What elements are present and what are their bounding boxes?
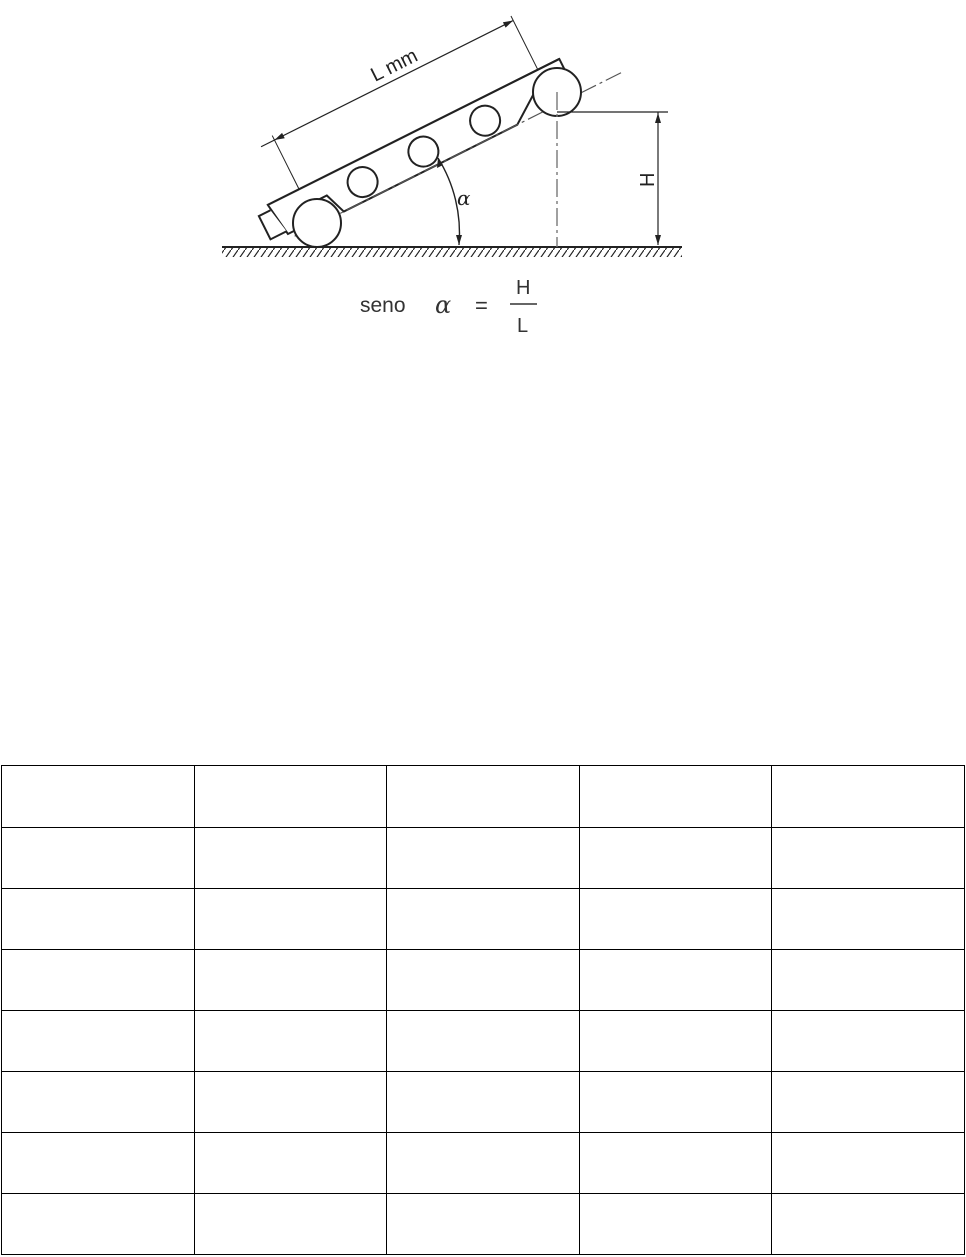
table-cell	[387, 1194, 580, 1255]
table-cell	[387, 889, 580, 950]
table-cell	[579, 950, 772, 1011]
table-cell	[387, 828, 580, 889]
table-cell	[194, 889, 387, 950]
table-row	[2, 1011, 965, 1072]
table-cell	[772, 950, 965, 1011]
table-cell	[194, 828, 387, 889]
formula-symbol: α	[435, 291, 452, 319]
sine-formula	[360, 277, 537, 337]
table-cell	[2, 1133, 195, 1194]
table-cell	[2, 889, 195, 950]
ground-surface	[222, 247, 682, 257]
table-cell	[772, 889, 965, 950]
table-cell	[194, 766, 387, 828]
table-cell	[772, 1194, 965, 1255]
formula-prefix: seno	[360, 294, 406, 317]
table-cell	[772, 766, 965, 828]
table-cell	[579, 1011, 772, 1072]
table-cell	[387, 950, 580, 1011]
table-cell	[579, 1133, 772, 1194]
table-cell	[2, 1072, 195, 1133]
table-cell	[772, 1011, 965, 1072]
table-cell	[2, 1011, 195, 1072]
table-cell	[579, 766, 772, 828]
table-cell	[772, 1072, 965, 1133]
data-table	[1, 765, 965, 1255]
table-cell	[2, 828, 195, 889]
table-cell	[579, 828, 772, 889]
table-cell	[194, 950, 387, 1011]
table-cell	[387, 766, 580, 828]
table-cell	[2, 1194, 195, 1255]
table-row	[2, 1072, 965, 1133]
table-row	[2, 889, 965, 950]
table-cell	[194, 1072, 387, 1133]
table-cell	[194, 1194, 387, 1255]
table-row	[2, 766, 965, 828]
table-cell	[579, 889, 772, 950]
table-cell	[387, 1133, 580, 1194]
table-cell	[194, 1011, 387, 1072]
inclination-diagram	[0, 0, 966, 360]
table-cell	[387, 1072, 580, 1133]
formula-numerator: H	[516, 277, 531, 299]
table-cell	[772, 828, 965, 889]
angle-label: α	[457, 186, 471, 210]
table-row	[2, 1133, 965, 1194]
formula-equals: =	[475, 293, 488, 318]
length-label: L mm	[367, 44, 422, 87]
table-cell	[579, 1072, 772, 1133]
table-cell	[579, 1194, 772, 1255]
table-row	[2, 828, 965, 889]
table-row	[2, 950, 965, 1011]
table-row	[2, 1194, 965, 1255]
height-label: H	[637, 172, 659, 187]
wheel-front	[293, 199, 341, 247]
formula-denominator: L	[517, 315, 529, 337]
table-cell	[772, 1133, 965, 1194]
table-cell	[2, 766, 195, 828]
trolley-frame	[229, 0, 621, 246]
table-cell	[2, 950, 195, 1011]
table-cell	[194, 1133, 387, 1194]
table-cell	[387, 1011, 580, 1072]
